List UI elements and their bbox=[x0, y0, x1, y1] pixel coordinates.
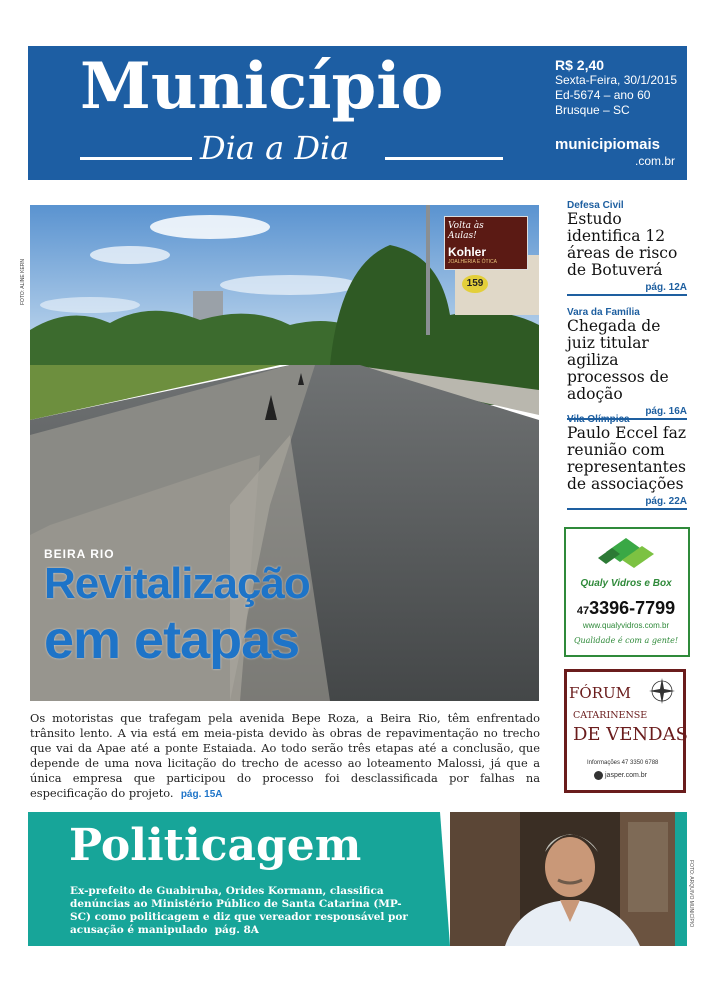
city: Brusque – SC bbox=[555, 103, 630, 117]
forum-site: jasper.com.br bbox=[605, 772, 648, 779]
photo-credit: FOTO: ALINE KERN bbox=[20, 258, 26, 305]
qualy-phone bbox=[567, 598, 685, 619]
sidebar-item-defesa-civil[interactable] bbox=[567, 200, 687, 296]
sidebar-title: Estudo identifica 12 áreas de risco de Botuverá bbox=[567, 210, 678, 279]
qualy-logo-icon bbox=[596, 534, 656, 574]
politicagem-summary bbox=[70, 885, 415, 937]
forum-line1: FÓRUM bbox=[569, 684, 631, 702]
forum-line3: DE VENDAS bbox=[573, 724, 688, 745]
billboard-badge: 159 bbox=[462, 275, 488, 293]
qualy-name: Qualy Vidros e Box bbox=[580, 578, 672, 589]
politicagem-photo-credit: FOTO: ARQUIVO MUNICÍPIO bbox=[688, 860, 694, 928]
title-rule-right bbox=[385, 157, 503, 160]
sidebar-kicker: Vara da Família bbox=[567, 307, 640, 318]
politicagem-photo bbox=[450, 812, 675, 946]
kohler-subtitle: JOALHERIA E ÓTICA bbox=[448, 259, 497, 265]
newspaper-title: Município bbox=[80, 49, 444, 124]
kohler-ad-slogan bbox=[448, 221, 484, 241]
forum-info: Informações 47 3350 6788 bbox=[587, 760, 659, 766]
lead-headline-line2[interactable]: em etapas bbox=[44, 610, 300, 670]
issue-info bbox=[555, 58, 677, 118]
lead-body bbox=[30, 711, 540, 802]
sidebar-item-vila-olimpica[interactable] bbox=[567, 414, 687, 510]
kohler-ad-line1: Volta às bbox=[448, 221, 484, 231]
jasper-logo-icon bbox=[594, 771, 603, 780]
politicagem-slant bbox=[436, 812, 450, 946]
lead-headline-line1[interactable]: Revitalização bbox=[44, 559, 310, 608]
sidebar-kicker: Defesa Civil bbox=[567, 200, 624, 211]
compass-rose-icon bbox=[648, 677, 676, 705]
issue-date: Sexta-Feira, 30/1/2015 bbox=[555, 73, 678, 87]
website-tld: .com.br bbox=[635, 154, 676, 168]
qualy-phone-number: 3396-7799 bbox=[589, 598, 676, 618]
qualy-tagline: Qualidade é com a gente! bbox=[573, 636, 679, 645]
politicagem-right-strip bbox=[675, 812, 687, 946]
politicagem-text: Ex-prefeito de Guabiruba, Orides Kormann, classifica denúncias ao Ministério Público de Santa Catarina (MP-SC) como politicagem e diz que vereador responsável por acusação é manipulado bbox=[70, 885, 408, 936]
lead-body-text: Os motoristas que trafegam pela avenida Bepe Roza, a Beira Rio, têm enfrentado trânsito lento. A via está em meia-pista devido às obras de repavimentação no trecho que vai da Apae até a ponte Estaiada. Ao todo serão três etapas até a conclusão, que depende de uma nova licitação do trecho de acesso ao loteamento Malossi, já que a única empresa que participou do processo foi desclassificada por falhas na especificação do projeto. bbox=[30, 711, 540, 800]
sidebar-page-ref: pág. 22A bbox=[645, 496, 687, 507]
portrait-illustration bbox=[450, 812, 675, 946]
sidebar-item-vara-familia[interactable] bbox=[567, 307, 687, 420]
lead-kicker: BEIRA RIO bbox=[44, 547, 115, 561]
sidebar-page-ref: pág. 16A bbox=[645, 406, 687, 417]
forum-line2: CATARINENSE bbox=[573, 710, 648, 721]
kohler-ad-line2: Aulas! bbox=[448, 231, 477, 241]
qualy-site: www.qualyvidros.com.br bbox=[582, 621, 670, 630]
price: R$ 2,40 bbox=[555, 57, 605, 73]
politicagem-page-ref[interactable]: pág. 8A bbox=[214, 924, 259, 936]
sidebar-page-ref: pág. 12A bbox=[645, 282, 687, 293]
lead-page-ref[interactable]: pág. 15A bbox=[180, 789, 223, 800]
website-link[interactable]: municipiomais bbox=[555, 136, 661, 153]
politicagem-title[interactable]: Politicagem bbox=[69, 820, 362, 871]
title-rule-left bbox=[80, 157, 192, 160]
qualy-phone-prefix: 47 bbox=[576, 605, 590, 617]
sidebar-title: Paulo Eccel faz reunião com representantes de associações bbox=[567, 424, 687, 493]
newspaper-subtitle: Dia a Dia bbox=[200, 129, 350, 167]
sidebar-kicker: Vila Olímpica bbox=[567, 414, 630, 425]
kohler-brand: Kohler bbox=[448, 245, 487, 259]
edition-number: Ed-5674 – ano 60 bbox=[555, 88, 651, 102]
sidebar-title: Chegada de juiz titular agiliza processos de adoção bbox=[567, 317, 669, 403]
